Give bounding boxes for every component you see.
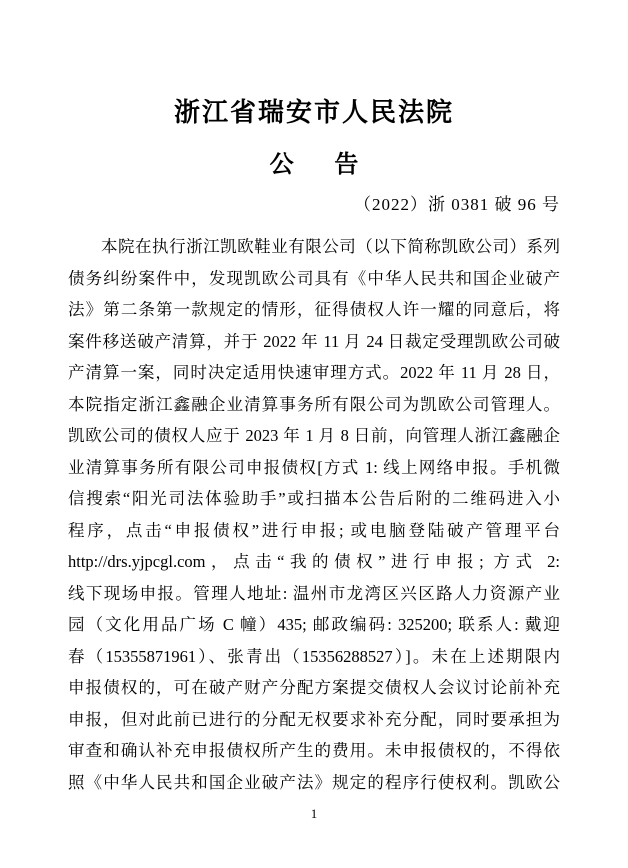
body-line: 本院指定浙江鑫融企业清算事务所有限公司为凯欧公司管理人。	[68, 394, 560, 414]
body-line: 案件移送破产清算，并于 2022 年 11 月 24 日裁定受理凯欧公司破	[68, 331, 560, 351]
body-line: 产清算一案，同时决定适用快速审理方式。2022 年 11 月 28 日，	[68, 363, 560, 382]
body-line: 申报债权的，可在破产财产分配方案提交债权人会议讨论前补充	[68, 678, 560, 697]
court-title: 浙江省瑞安市人民法院	[173, 98, 454, 127]
body-line: 业清算事务所有限公司申报债权[方式 1: 线上网络申报。手机微	[68, 457, 560, 477]
body-line: 审查和确认补充申报债权所产生的费用。未申报债权的，不得依	[68, 741, 560, 760]
body-line: 线下现场申报。管理人地址: 温州市龙湾区兴区路人力资源产业	[68, 583, 560, 603]
page-number: 1	[310, 806, 318, 821]
body-line: 申报，但对此前已进行的分配无权要求补充分配，同时要承担为	[68, 709, 560, 729]
body-line: 春（15355871961）、张青出（15356288527）]。未在上述期限内	[68, 646, 560, 666]
body-line: 信搜索“阳光司法体验助手”或扫描本公告后附的二维码进入小	[68, 489, 560, 508]
body-line: http://drs.yjpcgl.com，点击“我的债权”进行申报; 方式 2:	[68, 552, 560, 571]
notice-title: 公 告	[269, 152, 367, 178]
body-line: 本院在执行浙江凯欧鞋业有限公司（以下简称凯欧公司）系列	[101, 237, 560, 256]
body-line: 园（文化用品广场 C 幢）435; 邮政编码: 325200; 联系人: 戴迎	[68, 615, 560, 634]
body-line: 法》第二条第一款规定的情形，征得债权人许一耀的同意后，将	[68, 300, 560, 319]
body-paragraph	[68, 231, 560, 798]
body-line: 凯欧公司的债权人应于 2023 年 1 月 8 日前，向管理人浙江鑫融企	[68, 426, 560, 445]
case-number: （2022）浙 0381 破 96 号	[354, 195, 560, 214]
body-line: 债务纠纷案件中，发现凯欧公司具有《中华人民共和国企业破产	[68, 268, 560, 288]
body-line: 程序，点击“申报债权”进行申报; 或电脑登陆破产管理平台	[68, 520, 560, 540]
body-line: 照《中华人民共和国企业破产法》规定的程序行使权利。凯欧公	[68, 772, 560, 792]
